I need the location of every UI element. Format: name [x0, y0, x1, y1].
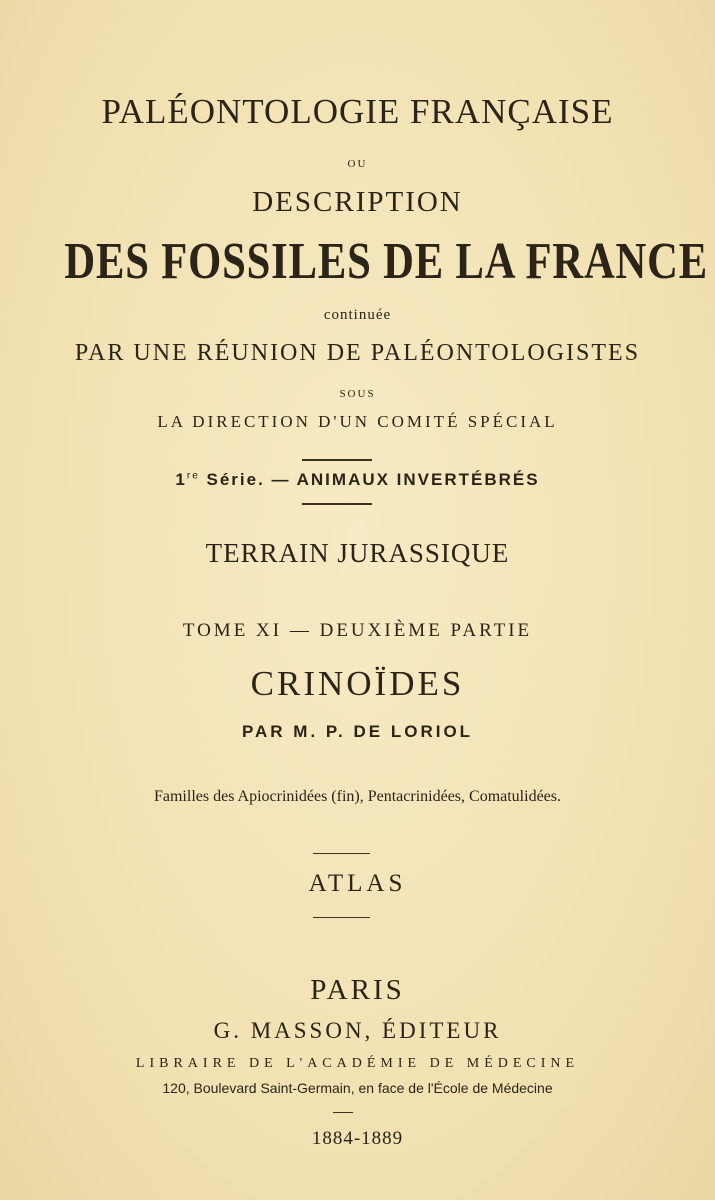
serie-superscript: re	[186, 470, 200, 482]
atlas-heading: ATLAS	[308, 870, 407, 897]
terrain-heading: TERRAIN JURASSIQUE	[205, 538, 510, 568]
publisher-city: PARIS	[310, 974, 405, 1006]
publication-years: 1884-1889	[311, 1128, 404, 1149]
continuee-text: continuée	[323, 307, 392, 323]
divider-rule	[313, 853, 370, 854]
sous-text: SOUS	[339, 388, 376, 400]
description-heading: DESCRIPTION	[252, 186, 463, 218]
publisher-role: LIBRAIRE DE L'ACADÉMIE DE MÉDECINE	[135, 1056, 580, 1071]
conjunction-ou: OU	[347, 158, 368, 170]
publisher-address: 120, Boulevard Saint-Germain, en face de l'École de Médecine	[162, 1080, 553, 1096]
divider-rule	[302, 503, 372, 505]
series-title: PALÉONTOLOGIE FRANÇAISE	[101, 92, 614, 131]
direction-line: LA DIRECTION D'UN COMITÉ SPÉCIAL	[157, 412, 558, 431]
families-line: Familles des Apiocrinidées (fin), Pentacrinidées, Comatulidées.	[153, 788, 561, 805]
serie-number: 1	[175, 470, 187, 489]
author-line: PAR M. P. DE LORIOL	[241, 722, 474, 741]
divider-rule	[302, 459, 372, 461]
main-title: DES FOSSILES DE LA FRANCE	[64, 233, 709, 290]
divider-rule	[333, 1112, 353, 1113]
tome-line: TOME XI — DEUXIÈME PARTIE	[182, 620, 533, 641]
publisher-name: G. MASSON, ÉDITEUR	[213, 1018, 502, 1043]
serie-text: Série. — ANIMAUX INVERTÉBRÉS	[199, 470, 540, 489]
subject-title: CRINOÏDES	[250, 664, 465, 703]
divider-rule	[313, 917, 370, 918]
serie-line	[0, 470, 715, 490]
reunion-line: PAR UNE RÉUNION DE PALÉONTOLOGISTES	[74, 340, 641, 366]
